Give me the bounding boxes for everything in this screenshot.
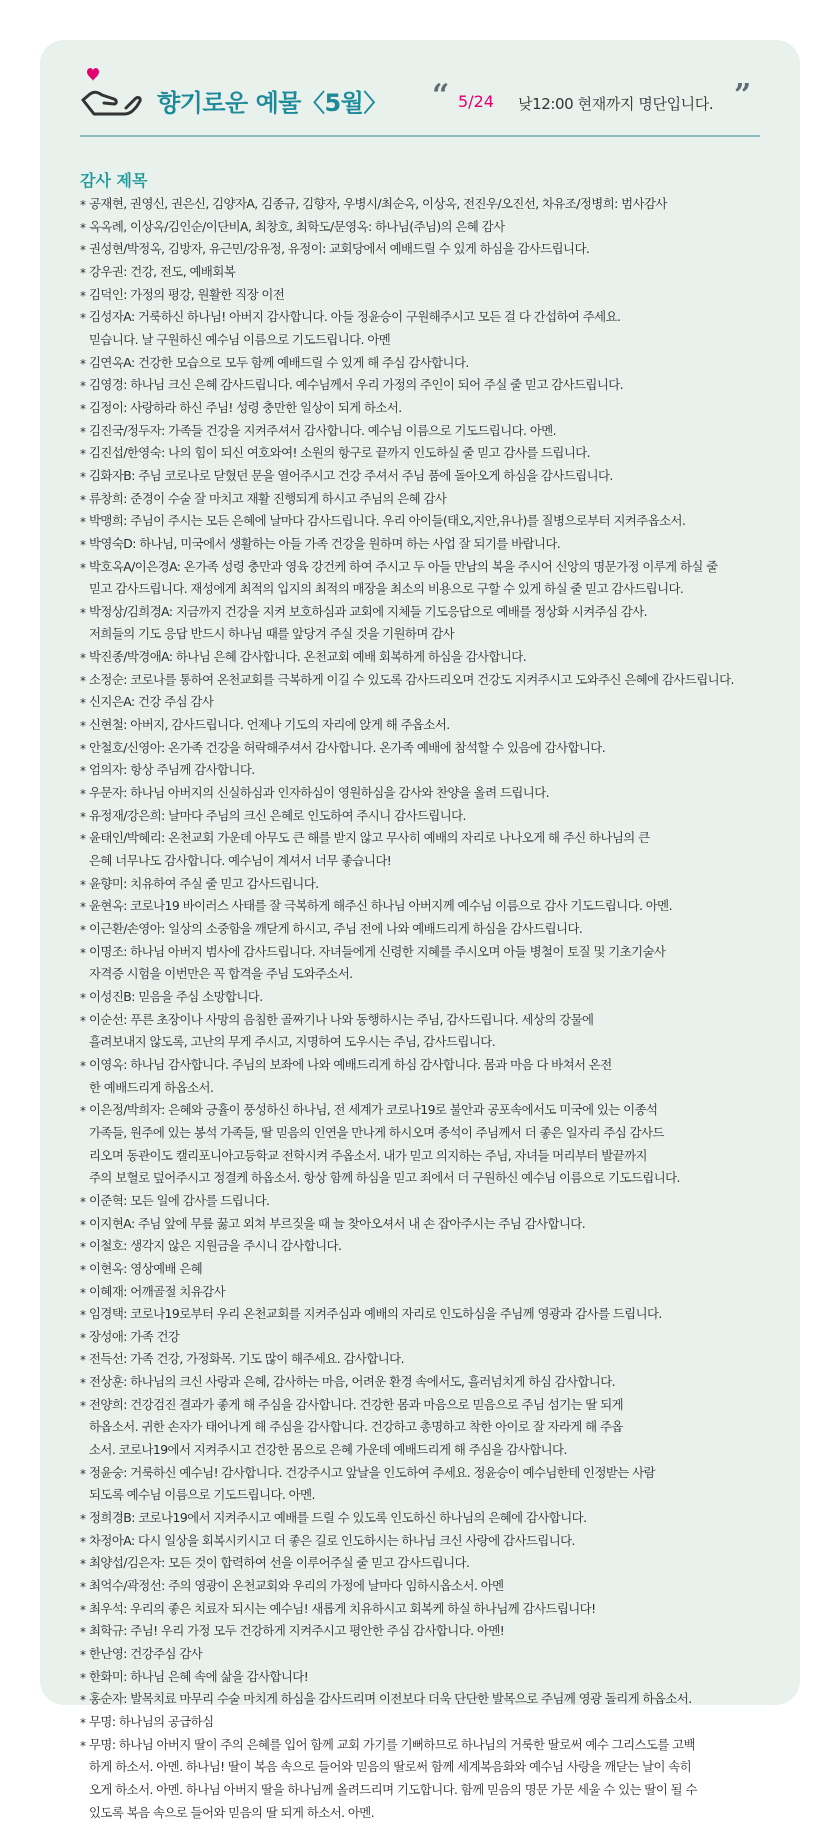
list-item <box>80 284 770 307</box>
entry-text: * 옥옥례, 이상옥/김인순/이단비A, 최창호, 최학도/문영옥: 하나님(주님)의 은혜 감사 <box>89 218 505 234</box>
list-item <box>80 442 770 465</box>
list-item <box>80 238 770 261</box>
quote-close-mark: ” <box>734 78 752 113</box>
entry-text: 주의 보혈로 덮어주시고 정결케 하옵소서. 항상 함께 하심을 믿고 죄에서 더 구원하신 예수님 이름으로 기도드립니다. <box>89 1170 680 1186</box>
entry-text: 한 예배드리게 하옵소서. <box>89 1079 214 1095</box>
list-item <box>80 1348 770 1371</box>
list-item <box>80 1643 770 1666</box>
list-item <box>80 1507 770 1530</box>
list-item <box>80 782 770 805</box>
entry-text: * 공재현, 권영신, 권은신, 김양자A, 김종규, 김향자, 우병시/최순옥, 이상옥, 전진우/오진선, 차유조/정병희: 범사감사 <box>89 196 667 211</box>
entry-text: * 이명조: 하나님 아버지 범사에 감사드립니다. 자녀들에게 신령한 지혜를 주시오며 아들 병철이 토질 및 기초기술사 <box>89 943 666 959</box>
list-item <box>80 306 770 351</box>
update-date: 5/24 <box>458 92 494 111</box>
entry-text: * 정윤숭: 거룩하신 예수님! 감사합니다. 건강주시고 앞날을 인도하여 주세요. 정윤승이 예수님한테 인정받는 사람 <box>89 1464 655 1480</box>
entry-text: * 한화미: 하나님 은혜 속에 삶을 감사합니다! <box>89 1668 309 1684</box>
entry-text: * 한난영: 건강주심 감사 <box>89 1646 203 1661</box>
entry-text: 오게 하소서. 아멘. 하나님 아버지 딸을 하나님께 올려드리며 기도합니다. 함께 믿음의 명문 가문 세울 수 있는 딸이 될 수 <box>89 1781 697 1797</box>
list-item <box>80 601 770 646</box>
entry-text: * 박호옥A/이은경A: 온가족 성령 충만과 영육 강건케 하여 주시고 두 아들 만남의 복을 주시어 신앙의 명문가정 이루게 하실 줄 <box>89 558 718 574</box>
list-item <box>80 1620 770 1643</box>
entry-text: 되도록 예수님 이름으로 기도드립니다. 아멘. <box>89 1487 315 1503</box>
entry-text: 저희들의 기도 응답 반드시 하나님 때를 앞당겨 주실 것을 기원하며 감사 <box>89 626 455 642</box>
entry-text: * 최우석: 우리의 좋은 치료자 되시는 예수님! 새롭게 치유하시고 회복케 하실 하나님께 감사드립니다! <box>89 1600 596 1616</box>
entry-text: * 박맹희: 주님이 주시는 모든 은혜에 날마다 감사드립니다. 우리 아이들(태오,지안,유나)를 질병으로부터 지켜주옵소서. <box>89 513 686 529</box>
list-item <box>80 1552 770 1575</box>
entry-text: * 김정이: 사랑하라 하신 주님! 성령 충만한 일상이 되게 하소서. <box>89 399 402 415</box>
list-item <box>80 1213 770 1236</box>
list-item <box>80 669 770 692</box>
list-item <box>80 1099 770 1190</box>
entry-text: * 이영옥: 하나님 감사합니다. 주님의 보좌에 나와 예배드리게 하심 감사합니다. 몸과 마음 다 바쳐서 온전 <box>89 1056 612 1072</box>
entry-text: * 이지현A: 주님 앞에 무릎 꿇고 외쳐 부르짖을 때 늘 찾아오셔서 내 손 잡아주시는 주님 감사합니다. <box>89 1215 586 1231</box>
list-item <box>80 193 770 216</box>
list-item <box>80 737 770 760</box>
list-item <box>80 533 770 556</box>
list-item <box>80 918 770 941</box>
thanks-list <box>80 193 770 1824</box>
list-item <box>80 827 770 872</box>
list-item <box>80 1190 770 1213</box>
list-item <box>80 873 770 896</box>
entry-text: 하옵소서. 귀한 손자가 태어나게 해 주심을 감사합니다. 건강하고 총명하고 착한 아이로 잘 자라게 해 주옵 <box>89 1419 623 1435</box>
entry-text: * 전상훈: 하나님의 크신 사랑과 은혜, 감사하는 마음, 어려운 환경 속에서도, 흘러넘치게 하심 감사합니다. <box>89 1374 616 1390</box>
entry-text: * 임경택: 코로나19로부터 우리 온천교회를 지켜주심과 예배의 자리로 인도하심을 주님께 영광과 감사를 드립니다. <box>89 1306 662 1322</box>
entry-text: * 무명: 하나님의 공급하심 <box>89 1713 214 1729</box>
entry-text: * 이근환/손영아: 일상의 소중함을 깨닫게 하시고, 주님 전에 나와 예배드리게 하심을 감사드립니다. <box>89 921 583 936</box>
list-item <box>80 805 770 828</box>
list-item <box>80 510 770 533</box>
list-item <box>80 488 770 511</box>
list-item <box>80 1326 770 1349</box>
entry-text: 소서. 코로나19에서 지켜주시고 건강한 몸으로 은혜 가운데 예배드리게 해 주심을 감사합니다. <box>89 1442 567 1458</box>
section-title: 감사 제목 <box>80 171 148 190</box>
entry-text: * 이현옥: 영상예배 은혜 <box>89 1260 203 1276</box>
list-item <box>80 1371 770 1394</box>
page-title: 향기로운 예물〈5월〉 <box>157 89 387 117</box>
entry-text: * 김화자B: 주님 코로나로 닫혔던 문을 열어주시고 건강 주셔서 주님 품에 돌아오게 하심을 감사드립니다. <box>89 467 613 483</box>
entry-text: 믿고 감사드립니다. 재성에게 최적의 입지의 최적의 매장을 최소의 비용으로 구할 수 있게 하실 줄 믿고 감사드립니다. <box>89 581 684 597</box>
list-item <box>80 1666 770 1689</box>
entry-text: * 이성진B: 믿음을 주심 소망합니다. <box>89 988 263 1004</box>
entry-text: * 김영경: 하나님 크신 은혜 감사드립니다. 예수님께서 우리 가정의 주인이 되어 주실 줄 믿고 감사드립니다. <box>89 377 624 393</box>
list-item <box>80 420 770 443</box>
entry-text: * 최억수/곽정선: 주의 영광이 온천교회와 우리의 가정에 날마다 임하시옵소서. 아멘 <box>89 1578 504 1594</box>
entry-text: * 김덕인: 가정의 평강, 원활한 직장 이전 <box>89 286 285 302</box>
entry-text: * 김성자A: 거룩하신 하나님! 아버지 감사합니다. 아들 정윤승이 구원해주시고 모든 걸 다 간섭하여 주세요. <box>89 309 621 325</box>
heart-hand-icon <box>80 68 142 128</box>
entry-text: * 최양섭/김은자: 모든 것이 합력하여 선을 이루어주실 줄 믿고 감사드립니다. <box>89 1555 470 1571</box>
entry-text: * 강우권: 건강, 전도, 예배회복 <box>89 263 236 279</box>
entry-text: * 전득선: 가족 건강, 가정화목. 기도 많이 해주세요. 감사합니다. <box>89 1351 404 1367</box>
entry-text: * 윤태인/박혜리: 온천교회 가운데 아무도 큰 해를 받지 않고 무사히 예배의 자리로 나나오게 해 주신 하나님의 큰 <box>89 830 650 846</box>
entry-text: * 박정상/김희경A: 지금까지 건강을 지켜 보호하심과 교회에 지체들 기도응답으로 예배를 정상화 시켜주심 감사. <box>89 603 648 619</box>
entry-text: * 권성현/박정옥, 김방자, 유근민/강유정, 유정이: 교회당에서 예배드릴 수 있게 하심을 감사드립니다. <box>89 241 590 257</box>
list-item <box>80 941 770 986</box>
entry-text: * 장성애: 가족 건강 <box>89 1328 180 1344</box>
list-item <box>80 397 770 420</box>
entry-text: * 정희경B: 코로나19에서 지켜주시고 예배를 드릴 수 있도록 인도하신 하나님의 은혜에 감사합니다. <box>89 1510 587 1526</box>
list-item <box>80 1054 770 1099</box>
entry-text: * 이준혁: 모든 일에 감사를 드립니다. <box>89 1192 270 1208</box>
entry-text: * 이혜재: 어깨골절 치유감사 <box>89 1283 226 1299</box>
list-item <box>80 352 770 375</box>
entry-text: 가족들, 원주에 있는 봉석 가족들, 딸 믿음의 인연을 만나게 하시오며 종석이 주님께서 더 좋은 일자리 주심 감사드 <box>89 1124 664 1140</box>
entry-text: 있도록 복음 속으로 들어와 믿음의 딸 되게 하소서. 아멘. <box>89 1804 375 1820</box>
entry-text: 리오며 동관이도 캘리포니아고등학교 전학시켜 주옵소서. 내가 믿고 의지하는 주님, 자녀들 머리부터 발끝까지 <box>89 1147 647 1163</box>
header-divider <box>80 135 760 137</box>
header <box>80 60 760 140</box>
entry-text: * 홍순자: 발목치료 마무리 수술 마치게 하심을 감사드리며 이전보다 더욱 단단한 발목으로 주님께 영광 돌리게 하옵소서. <box>89 1691 692 1707</box>
list-item <box>80 646 770 669</box>
entry-text: * 신현철: 아버지, 감사드립니다. 언제나 기도의 자리에 앉게 해 주옵소서. <box>89 717 450 733</box>
list-item <box>80 759 770 782</box>
entry-text: * 이순선: 푸른 초장이나 사망의 음침한 골짜기나 나와 동행하시는 주님, 감사드립니다. 세상의 강물에 <box>89 1011 594 1027</box>
entry-text: * 무명: 하나님 아버지 딸이 주의 은혜를 입어 함께 교회 가기를 기뻐하므로 하나님의 거룩한 딸로써 예수 그리스도를 고백 <box>89 1736 695 1752</box>
list-item <box>80 1303 770 1326</box>
entry-text: 하게 하소서. 아멘. 하나님! 딸이 복음 속으로 들어와 믿음의 딸로써 함께 세계복음화와 예수님 사랑을 깨닫는 날이 속히 <box>89 1759 692 1775</box>
list-item <box>80 216 770 239</box>
list-item <box>80 1281 770 1304</box>
list-item <box>80 1688 770 1711</box>
entry-text: * 엄의자: 항상 주님께 감사합니다. <box>89 762 255 778</box>
entry-text: * 이은정/박희자: 은혜와 긍휼이 풍성하신 하나님, 전 세계가 코로나19로 불안과 공포속에서도 미국에 있는 이종석 <box>89 1102 658 1118</box>
entry-text: * 우문자: 하나님 아버지의 신실하심과 인자하심이 영원하심을 감사와 찬양을 올려 드립니다. <box>89 785 550 801</box>
entry-text: * 소정순: 코로나를 통하여 온천교회를 극복하게 이길 수 있도록 감사드리오며 건강도 지켜주시고 도와주신 은혜에 감사드립니다. <box>89 671 734 687</box>
entry-text: 은혜 너무나도 감사합니다. 예수님이 계셔서 너무 좋습니다! <box>89 853 392 869</box>
entry-text: * 신지은A: 건강 주심 감사 <box>89 694 214 710</box>
list-item <box>80 374 770 397</box>
entry-text: 자격증 시험을 이번만은 꼭 합격을 주님 도와주소서. <box>89 966 353 982</box>
list-item <box>80 1575 770 1598</box>
list-item <box>80 1734 770 1824</box>
list-item <box>80 1394 770 1462</box>
entry-text: 흘려보내지 않도록, 고난의 무게 주시고, 지명하여 도우시는 주님, 감사드립니다. <box>89 1034 496 1050</box>
list-item <box>80 1258 770 1281</box>
entry-text: * 김연옥A: 건강한 모습으로 모두 함께 예배드릴 수 있게 해 주심 감사합니다. <box>89 354 469 370</box>
list-item <box>80 1235 770 1258</box>
list-item <box>80 691 770 714</box>
entry-text: * 윤현옥: 코로나19 바이러스 사태를 잘 극복하게 해주신 하나님 아버지께 예수님 이름으로 감사 기도드립니다. 아멘. <box>89 898 672 914</box>
entry-text: * 안철호/신영아: 온가족 건강을 허락해주셔서 감사합니다. 온가족 예배에 참석할 수 있음에 감사합니다. <box>89 739 606 755</box>
list-item <box>80 1009 770 1054</box>
list-item <box>80 1462 770 1507</box>
entry-text: * 차정아A: 다시 일상을 회복시키시고 더 좋은 길로 인도하시는 하나님 크신 사랑에 감사드립니다. <box>89 1532 575 1548</box>
list-item <box>80 465 770 488</box>
list-item <box>80 1530 770 1553</box>
entry-text: * 김진섭/한영숙: 나의 힘이 되신 여호와여! 소원의 항구로 끝까지 인도하실 줄 믿고 감사를 드립니다. <box>89 445 591 461</box>
entry-text: * 전양희: 건강검진 결과가 좋게 해 주심을 감사합니다. 건강한 몸과 마음으로 믿음으로 주님 섬기는 딸 되게 <box>89 1396 624 1412</box>
entry-text: * 박영숙D: 하나님, 미국에서 생활하는 아들 가족 건강을 원하며 하는 사업 잘 되기를 바랍니다. <box>89 535 561 551</box>
entry-text: * 최학규: 주님! 우리 가정 모두 건강하게 지켜주시고 평안한 주심 감사합니다. 아멘! <box>89 1623 505 1639</box>
entry-text: * 윤향미: 치유하여 주실 줄 믿고 감사드립니다. <box>89 875 319 891</box>
entry-text: 믿습니다. 날 구원하신 예수님 이름으로 기도드립니다. 아멘 <box>89 331 391 347</box>
list-item <box>80 714 770 737</box>
list-item <box>80 986 770 1009</box>
quote-open-mark: “ <box>432 78 450 113</box>
entry-text: * 김진국/정두자: 가족들 건강을 지켜주셔서 감사합니다. 예수님 이름으로 기도드립니다. 아멘. <box>89 422 557 438</box>
list-item <box>80 1711 770 1734</box>
update-notice: 낮12:00 현재까지 명단입니다. <box>518 95 714 113</box>
entry-text: * 류창희: 준경이 수술 잘 마치고 재활 진행되게 하시고 주님의 은혜 감사 <box>89 490 447 506</box>
entry-text: * 이철호: 생각지 않은 지원금을 주시니 감사합니다. <box>89 1238 342 1254</box>
list-item <box>80 261 770 284</box>
entry-text: * 유정재/강은희: 날마다 주님의 크신 은혜로 인도하여 주시니 감사드립니다. <box>89 807 466 823</box>
list-item <box>80 895 770 918</box>
list-item <box>80 1598 770 1621</box>
list-item <box>80 556 770 601</box>
entry-text: * 박진종/박경애A: 하나님 은혜 감사합니다. 온천교회 예배 회복하게 하심을 감사합니다. <box>89 649 527 665</box>
